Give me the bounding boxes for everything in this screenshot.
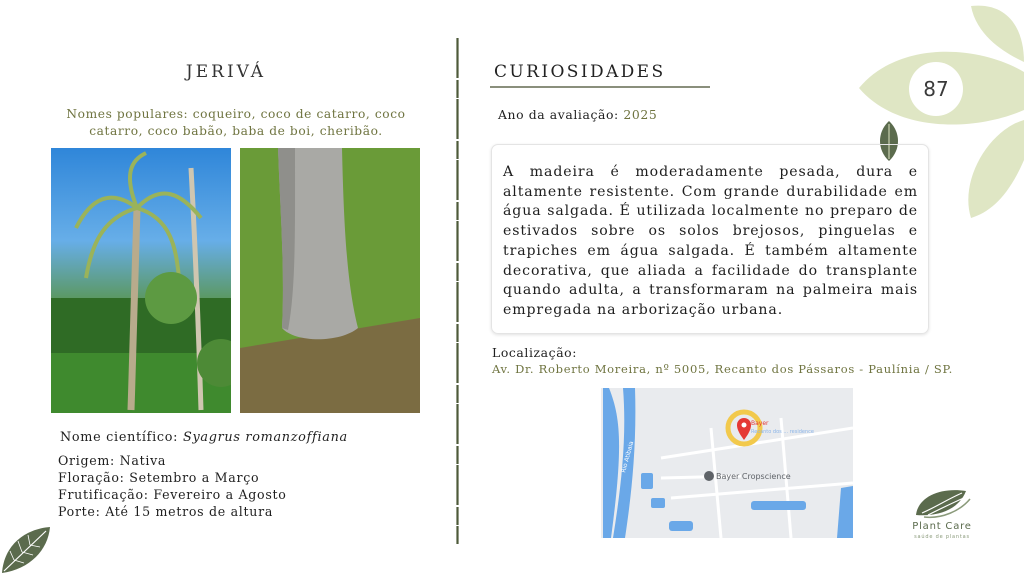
palm-trunk-illustration xyxy=(240,148,420,413)
curiosities-card xyxy=(491,144,929,334)
map-label-bayer: Bayer xyxy=(751,420,769,427)
page-number: 87 xyxy=(909,62,963,116)
column-divider xyxy=(456,38,459,544)
palm-trunk-photo xyxy=(240,148,420,413)
location-label: Localização: xyxy=(492,345,578,360)
plant-title: JERIVÁ xyxy=(185,62,267,82)
map-label-bayer-sub: Recanto dos ... residence xyxy=(751,429,814,435)
fact-size: Porte: Até 15 metros de altura xyxy=(58,504,274,519)
logo-name: Plant Care xyxy=(912,521,972,532)
scientific-label: Nome científico: xyxy=(60,430,179,445)
leaf-icon xyxy=(0,525,52,575)
logo-tagline: saúde de plantas xyxy=(914,534,970,540)
curiosities-title: CURIOSIDADES xyxy=(494,62,666,82)
scientific-name-line xyxy=(60,430,348,445)
location-map[interactable] xyxy=(601,388,853,538)
palm-tree-illustration xyxy=(51,148,231,413)
plant-facts xyxy=(58,452,287,520)
fact-origin: Origem: Nativa xyxy=(58,453,167,468)
fact-flowering: Floração: Setembro a Março xyxy=(58,470,260,485)
poi-pin-icon xyxy=(704,471,714,481)
year-label: Ano da avaliação: xyxy=(498,107,619,122)
title-underline xyxy=(490,86,710,88)
map-label-cropscience: Bayer Cropscience xyxy=(716,472,791,481)
fact-fruiting: Frutificação: Fevereiro a Agosto xyxy=(58,487,287,502)
scientific-name: Syagrus romanzoffiana xyxy=(182,430,348,445)
curiosities-text: A madeira é moderadamente pesada, dura e altamente resistente. Com grande durabilidade em água salgada. É utilizada localmente no preparo de estivados sobre os solos brejosos, pinguelas e trapiches em água salgada. É também altamente decorativa, que aliada a facilidade do transplante quando adulta, a transformaram na palmeira mais empregada na arborização urbana. xyxy=(503,164,918,318)
popular-names: Nomes populares: coqueiro, coco de catarro, coco catarro, coco babão, baba de boi, cheribão. xyxy=(66,107,406,138)
map-label-river: Rio Atibaia xyxy=(620,440,636,474)
map-canvas xyxy=(601,388,853,538)
location-address: Av. Dr. Roberto Moreira, nº 5005, Recanto dos Pássaros - Paulínia / SP. xyxy=(492,362,953,376)
palm-tree-photo xyxy=(51,148,231,413)
evaluation-year xyxy=(498,107,657,122)
year-value: 2025 xyxy=(623,107,658,122)
